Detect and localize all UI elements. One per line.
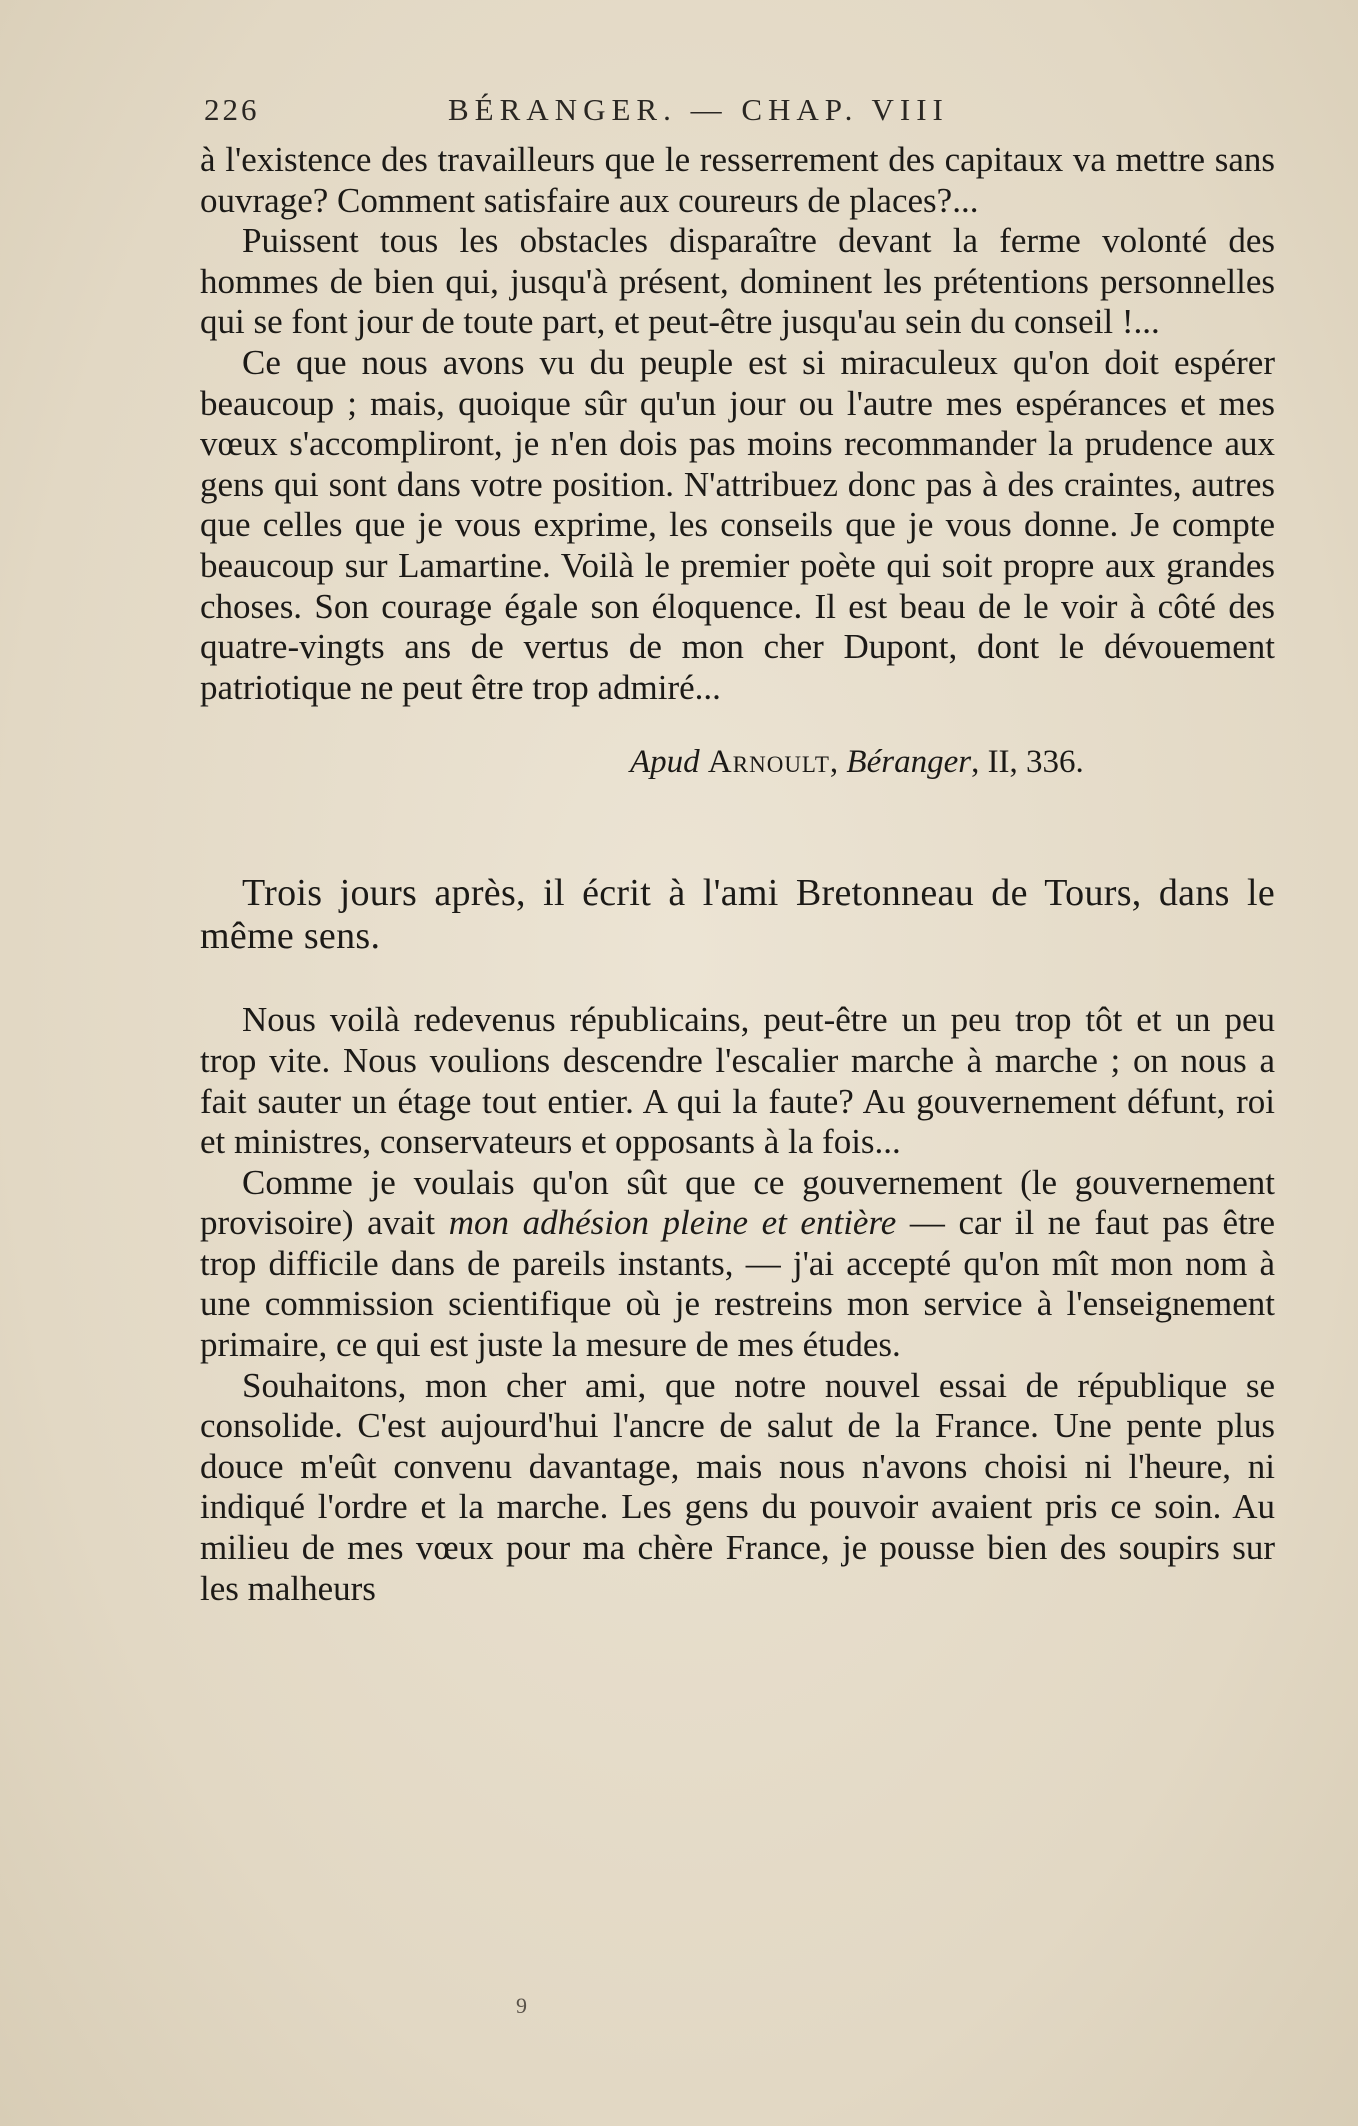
letter1-paragraph-1: à l'existence des travailleurs que le resserrement des capitaux va mettre sans ouvrage? Comment satisfaire aux coureurs de places?... [200,140,1275,220]
signature-mark: 9 [516,1993,527,2018]
letter2-paragraph-2-start: Comme je voulais qu'on sût que ce gouvernement (le gouvernement provisoire) avait [200,1162,1275,1243]
letter2-paragraph-2 [200,1163,1275,1366]
letter1-paragraph-2: Puissent tous les obstacles disparaître devant la ferme volonté des hommes de bien qui, jusqu'à présent, dominent les prétentions personnelles qui se font jour de toute part, et peut-être jusqu'au sein du conseil !... [200,221,1275,342]
letter2-paragraph-1: Nous voilà redevenus républicains, peut-être un peu trop tôt et un peu trop vite. Nous voulions descendre l'escalier marche à marche ; on nous a fait sauter un étage tout entier. A qui la faute? Au gouvernement défunt, roi et ministres, conservateurs et opposants à la fois... [200,1000,1275,1162]
running-title: BÉRANGER. — CHAP. VIII [448,92,949,127]
citation-reference: , II, 336. [971,744,1084,781]
citation-work: Béranger [846,744,972,781]
book-page [200,80,1275,1609]
letter2-paragraph-2-end: — car il ne faut pas être trop difficile dans de pareils instants, — j'ai accepté qu'on mît mon nom à une commission scientifique où je restreins mon service à l'enseignement primaire, ce qui est juste la mesure de mes études. [200,1203,1276,1365]
page-number: 226 [204,92,260,127]
citation: Apud Arnoult, Béranger, II, 336. [630,744,1084,781]
letter-excerpt-2 [200,1000,1275,1609]
letter2-italic-phrase: mon adhésion pleine et entière [448,1203,897,1243]
letter2-paragraph-3: Souhaitons, mon cher ami, que notre nouvel essai de république se consolide. C'est aujourd'hui l'ancre de salut de la France. Une pente plus douce m'eût convenu davantage, mais nous n'avons choisi ni l'heure, ni indiqué l'ordre et la marche. Les gens du pouvoir avaient pris ce soin. Au milieu de mes vœux pour ma chère France, je pousse bien des soupirs sur les malheurs [200,1365,1275,1608]
running-head [200,80,1275,140]
citation-apud: Apud [630,744,700,781]
narrative-paragraph: Trois jours après, il écrit à l'ami Bretonneau de Tours, dans le même sens. [200,872,1275,958]
letter-excerpt-1 [200,140,1275,708]
letter1-paragraph-3: Ce que nous avons vu du peuple est si miraculeux qu'on doit espérer beaucoup ; mais, quoique sûr qu'un jour ou l'autre mes espérances et mes vœux s'accompliront, je n'en dois pas moins recommander la prudence aux gens qui sont dans votre position. N'attribuez donc pas à des craintes, autres que celles que je vous exprime, les conseils que je vous donne. Je compte beaucoup sur Lamartine. Voilà le premier poète qui soit propre aux grandes choses. Son courage égale son éloquence. Il est beau de le voir à côté des quatre-vingts ans de vertus de mon cher Dupont, dont le dévouement patriotique ne peut être trop admiré... [200,342,1275,707]
citation-author: Arnoult [707,744,830,781]
